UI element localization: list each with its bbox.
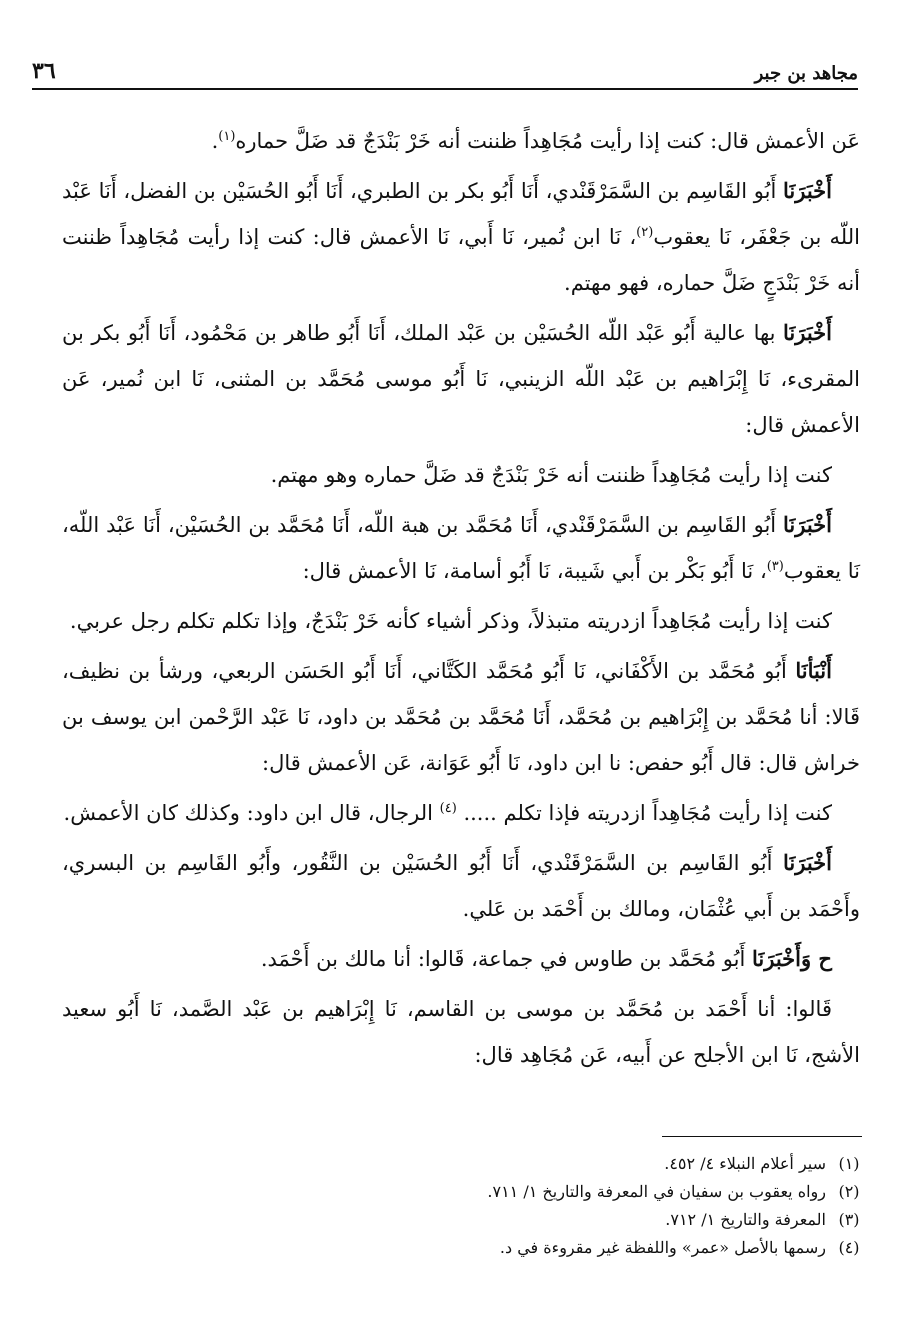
paragraph-text: أَبُو القَاسِم بن السَّمَرْقَنْدي، أَنَا مُحَمَّد بن هبة اللّه، أَنَا مُحَمَّد بن الحُسَيْن، أَنَا عَبْد اللّه، نَا يعقوب (62, 513, 860, 583)
footnotes (64, 1150, 862, 1262)
paragraph-2 (62, 168, 860, 306)
paragraph-10 (62, 936, 860, 982)
footnote-ref: (٤) (439, 801, 457, 816)
isnad-lead: أَخْبَرَنَا (783, 320, 832, 345)
paragraph-11 (62, 986, 860, 1078)
paragraph-text: ، نَا ابن نُمير، نَا أَبي، نَا الأعمش قال: كنت إذا رأيت مُجَاهِداً ظننت أنه خَرْ بَنْدَجٍ ضَلَّ حماره، فهو مهتم. (62, 225, 860, 295)
isnad-lead: أَخْبَرَنَا (783, 512, 832, 537)
paragraph-text: قَالوا: أنا أَحْمَد بن مُحَمَّد بن موسى بن القاسم، نَا إِبْرَاهيم بن عَبْد الصَّمد، نَا أَبُو سعيد الأشج، نَا ابن الأجلح عن أَبيه، عَن مُجَاهِد قال: (62, 997, 860, 1067)
footnote-number: (٢) (838, 1182, 860, 1201)
footnote-ref: (٢) (636, 225, 654, 240)
footnote-ref: (١) (218, 129, 236, 144)
paragraph-1 (62, 118, 860, 164)
footnote-text: رواه يعقوب بن سفيان في المعرفة والتاريخ ١/ ٧١١. (487, 1182, 826, 1201)
isnad-lead: أَنْبَأنَا (795, 658, 832, 683)
footnote-item (64, 1150, 862, 1178)
paragraph-3 (62, 310, 860, 448)
paragraph-6 (62, 598, 860, 644)
paragraph-text: أَبُو القَاسِم بن السَّمَرْقَنْدي، أَنَا أَبُو بكر بن الطبري، أَنَا أَبُو الحُسَيْن بن الفضل، أَنَا عَبْد اللّه بن جَعْفَر، نَا يعقوب (62, 179, 860, 249)
paragraph-text: كنت إذا رأيت مُجَاهِداً ازدريته فإذا تكلم ..... (456, 801, 832, 825)
paragraph-4 (62, 452, 860, 498)
paragraph-text: أَبُو مُحَمَّد بن الأَكْفَاني، نَا أَبُو مُحَمَّد الكَتَّاني، أَنَا أَبُو الحَسَن الربعي، ورشأ بن نظيف، قَالا: أنا مُحَمَّد بن إِبْرَاهيم بن مُحَمَّد، أَنَا مُحَمَّد بن مُحَمَّد بن داود، نَا عَبْد الرَّحْمن ابن يوسف بن خراش قال: قال أَبُو حفص: نا ابن داود، نَا أَبُو عَوَانة، عَن الأعمش قال: (62, 659, 860, 775)
paragraph-text: أَبُو مُحَمَّد بن طاوس في جماعة، قَالوا: أنا مالك بن أَحْمَد. (260, 947, 752, 971)
paragraph-text: كنت إذا رأيت مُجَاهِداً ظننت أنه خَرْ بَنْدَجٌ قد ضَلَّ حماره وهو مهتم. (270, 463, 832, 487)
paragraph-text: الرجال، قال ابن داود: وكذلك كان الأعمش. (63, 801, 440, 825)
paragraph-text: أَبُو القَاسِم بن السَّمَرْقَنْدي، أَنَا أَبُو الحُسَيْن بن النَّقُور، وأَبُو القَاسِم بن البسري، وأَحْمَد بن أَبي عُثْمَان، ومالك بن أَحْمَد بن عَلي. (62, 851, 860, 921)
footnote-ref: (٣) (766, 559, 784, 574)
paragraph-text: كنت إذا رأيت مُجَاهِداً ازدريته متبذلاً، وذكر أشياء كأنه خَرْ بَنْدَجٌ، وإذا تكلم تكلم رجل عربي. (69, 609, 832, 633)
paragraph-end: . (211, 129, 219, 153)
running-title: مجاهد بن جبر (754, 63, 858, 84)
footnote-text: سير أعلام النبلاء ٤/ ٤٥٢. (664, 1154, 826, 1173)
footnote-item (64, 1206, 862, 1234)
page-header (32, 50, 858, 90)
paragraph-9 (62, 840, 860, 932)
page-number: ٣٦ (32, 58, 56, 84)
footnote-item (64, 1178, 862, 1206)
isnad-lead: ح وَأَخْبَرَنَا (752, 946, 832, 971)
paragraph-7 (62, 648, 860, 786)
paragraph-text: ، نَا أَبُو بَكْر بن أَبي شَيبة، نَا أَبُو أسامة، نَا الأعمش قال: (302, 559, 767, 583)
paragraph-text: عَن الأعمش قال: كنت إذا رأيت مُجَاهِداً ظننت أنه خَرْ بَنْدَجٌ قد ضَلَّ حماره (235, 129, 860, 153)
paragraph-text: بها عالية أَبُو عَبْد اللّه الحُسَيْن بن عَبْد الملك، أَنَا أَبُو طاهر بن مَحْمُود، أَنَا أَبُو بكر بن المقرىء، نَا إِبْرَاهيم بن عَبْد اللّه الزينبي، نَا أَبُو موسى مُحَمَّد بن المثنى، نَا ابن نُمير، عَن الأعمش قال: (62, 321, 860, 437)
footnote-number: (١) (838, 1154, 860, 1173)
footnote-text: المعرفة والتاريخ ١/ ٧١٢. (665, 1210, 826, 1229)
isnad-lead: أَخْبَرَنَا (783, 178, 832, 203)
paragraph-8 (62, 790, 860, 836)
main-text (62, 118, 860, 1082)
paragraph-5 (62, 502, 860, 594)
footnote-divider (662, 1136, 862, 1137)
footnote-number: (٣) (838, 1210, 860, 1229)
footnote-item (64, 1234, 862, 1262)
isnad-lead: أَخْبَرَنَا (783, 850, 832, 875)
footnote-number: (٤) (838, 1238, 860, 1257)
footnote-text: رسمها بالأصل «عمر» واللفظة غير مقروءة في د. (499, 1238, 826, 1257)
